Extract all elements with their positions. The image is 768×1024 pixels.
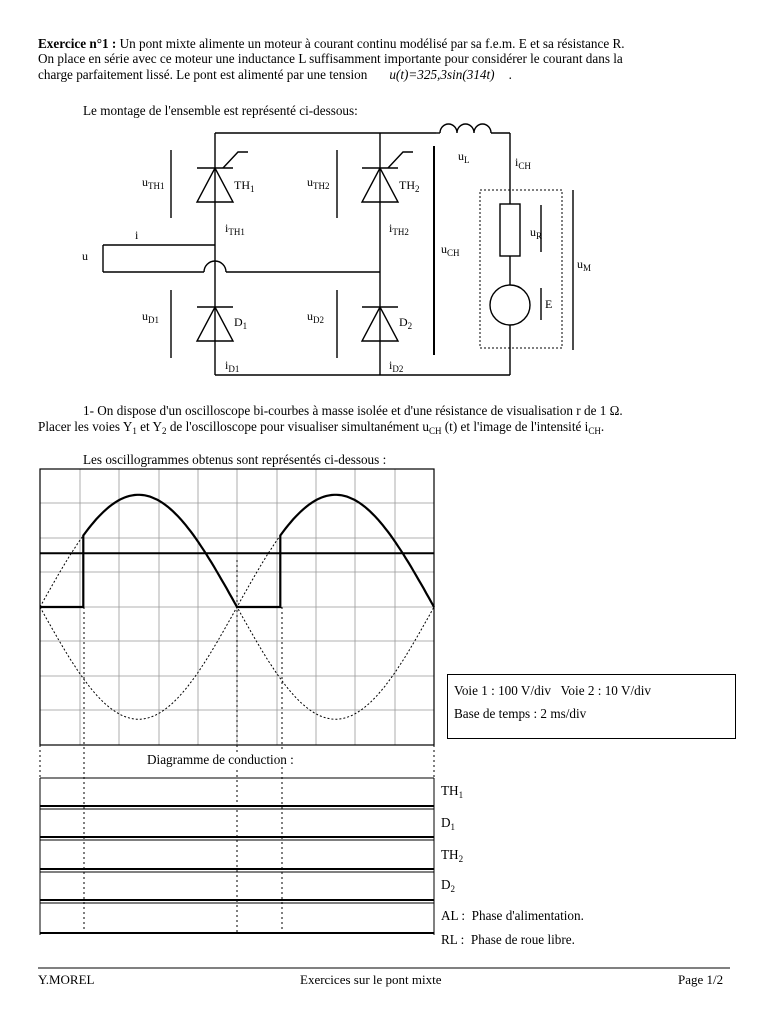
conduction-label-D1: $D_1$ (441, 815, 456, 832)
footer-page: Page 1/2 (678, 972, 724, 987)
label-uM: $u_M$ (577, 257, 592, 273)
label-iCH: $i_{CH}$ (515, 155, 531, 171)
label-u: u (82, 249, 88, 263)
label-D2: $D_2$ (399, 315, 413, 331)
statement-line-3: charge parfaitement lissé. Le pont est alimenté par une tension (38, 67, 368, 82)
label-uCH: $u_{CH}$ (441, 242, 460, 258)
label-iTH1: $i_{TH1}$ (225, 221, 245, 237)
conduction-label-TH2: $TH_2$ (441, 847, 464, 864)
conduction-label-TH1: $TH_1$ (441, 783, 464, 800)
statement-line-3-end: . (508, 67, 512, 82)
settings-line-2: Base de temps : 2 ms/div (454, 706, 587, 721)
label-uL: $u_L$ (458, 149, 470, 165)
label-i: i (135, 228, 139, 242)
label-uD1: $u_{D1}$ (142, 309, 159, 325)
question1-line2: Placer les voies $Y_1$ et $Y_2$ de l'oscilloscope pour visualiser simultanément $u_{CH}$ (t) et l'image de l'intensité $i_{CH}$. (38, 419, 605, 436)
statement-line-2: On place en série avec ce moteur une inductance L suffisamment importante pour considérer le courant dans la (38, 51, 623, 66)
label-uR: $u_R$ (530, 225, 543, 241)
label-uD2: $u_{D2}$ (307, 309, 324, 325)
oscillo-settings-box (447, 674, 736, 739)
oscillo-caption: Les oscillogrammes obtenus sont représentés ci-dessous : (83, 452, 387, 467)
timing-markers (40, 560, 434, 935)
footer-title: Exercices sur le pont mixte (300, 972, 442, 987)
label-uTH2: $u_{TH2}$ (307, 175, 330, 191)
montage-caption: Le montage de l'ensemble est représenté ci-dessous: (83, 103, 358, 118)
label-D1: $D_1$ (234, 315, 248, 331)
supply-formula: u(t)=325,3sin(314t) (389, 67, 495, 82)
statement-line-1: Un pont mixte alimente un moteur à courant continu modélisé par sa f.e.m. E et sa résistance R. (116, 36, 625, 51)
legend-al: AL : Phase d'alimentation. (441, 908, 584, 923)
label-uTH1: $u_{TH1}$ (142, 175, 165, 191)
label-TH2: $TH_2$ (399, 178, 420, 194)
settings-line-1: Voie 1 : 100 V/div Voie 2 : 10 V/div (454, 683, 651, 698)
label-TH1: $TH_1$ (234, 178, 255, 194)
legend-rl: RL : Phase de roue libre. (441, 932, 575, 947)
label-E: E (545, 297, 553, 311)
exercise-title: Exercice n°1 : (38, 36, 117, 51)
footer-author: Y.MOREL (38, 972, 95, 987)
label-iTH2: $i_{TH2}$ (389, 221, 409, 237)
label-iD2: $i_{D2}$ (389, 358, 404, 374)
conduction-caption: Diagramme de conduction : (147, 752, 294, 767)
question1-line1: 1- On dispose d'un oscilloscope bi-courbes à masse isolée et d'une résistance de visualisation r de 1 Ω. (83, 403, 623, 418)
label-iD1: $i_{D1}$ (225, 358, 240, 374)
conduction-label-D2: $D_2$ (441, 877, 456, 894)
